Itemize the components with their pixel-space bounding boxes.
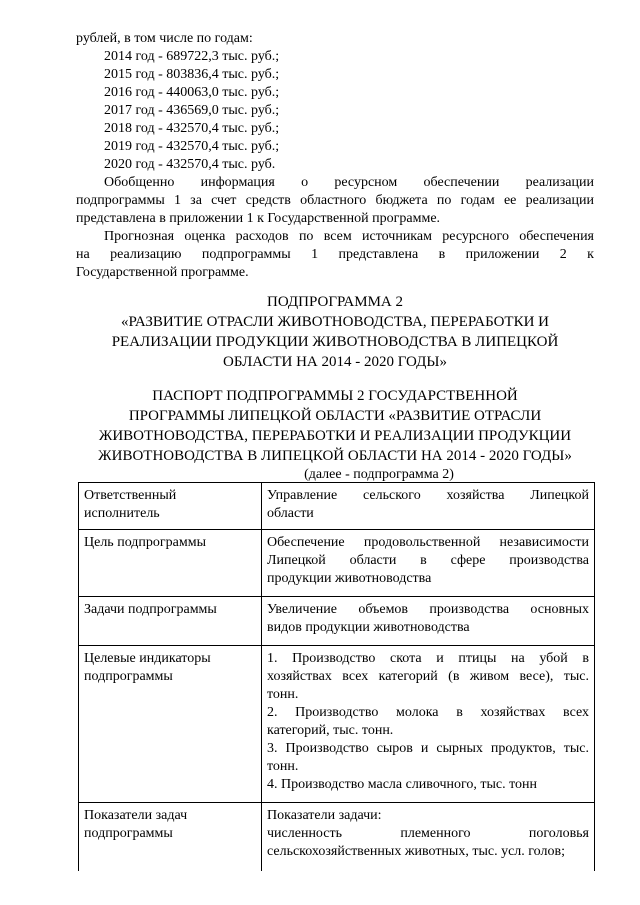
year-line: 2018 год - 432570,4 тыс. руб.; (104, 121, 280, 136)
table-row (79, 597, 595, 646)
row-label: Ответственный исполнитель (79, 483, 262, 530)
row-value: Показатели задачи: численность племенного поголовья сельскохозяйственных животных, тыс. усл. голов; (262, 803, 595, 872)
paragraph-line: Прогнозная оценка расходов по всем источникам ресурсного обеспечения (104, 229, 594, 244)
row-value: Управление сельского хозяйства Липецкой области (262, 483, 595, 530)
year-line: 2020 год - 432570,4 тыс. руб. (104, 157, 276, 172)
row-label: Показатели задач подпрограммы (79, 803, 262, 872)
intro-line: рублей, в том числе по годам: (76, 31, 253, 46)
row-label: Цель подпрограммы (79, 530, 262, 597)
year-line: 2019 год - 432570,4 тыс. руб.; (104, 139, 280, 154)
row-value: Увеличение объемов производства основных видов продукции животноводства (262, 597, 595, 646)
passport-subheading: (далее - подпрограмма 2) (304, 467, 454, 482)
passport-heading: ПАСПОРТ ПОДПРОГРАММЫ 2 ГОСУДАРСТВЕННОЙ (152, 388, 518, 404)
passport-heading: ПРОГРАММЫ ЛИПЕЦКОЙ ОБЛАСТИ «РАЗВИТИЕ ОТРАСЛИ (128, 408, 542, 424)
table-row (79, 803, 595, 872)
passport-heading: ЖИВОТНОВОДСТВА В ЛИПЕЦКОЙ ОБЛАСТИ НА 2014 - 2020 ГОДЫ» (98, 448, 572, 464)
year-line: 2016 год - 440063,0 тыс. руб.; (104, 85, 280, 100)
row-value: 1. Производство скота и птицы на убой в хозяйствах всех категорий (в живом весе), тыс. тонн. 2. Производство молока в хозяйствах всех категорий, тыс. тонн. 3. Производство сыров и сырных продуктов, тыс. тонн. 4. Производство масла сливочного, тыс. тонн (262, 646, 595, 803)
row-value: Обеспечение продовольственной независимости Липецкой области в сфере производства продукции животноводства (262, 530, 595, 597)
year-line: 2017 год - 436569,0 тыс. руб.; (104, 103, 280, 118)
passport-table (78, 482, 595, 871)
paragraph-line: подпрограммы 1 за счет средств областного бюджета по годам ее реализации (76, 193, 594, 208)
table-row (79, 530, 595, 597)
paragraph-line: Обобщенно информация о ресурсном обеспечении реализации (104, 175, 594, 190)
table-row (79, 483, 595, 530)
subprogram-heading: РЕАЛИЗАЦИИ ПРОДУКЦИИ ЖИВОТНОВОДСТВА В ЛИПЕЦКОЙ (111, 334, 559, 350)
subprogram-heading: «РАЗВИТИЕ ОТРАСЛИ ЖИВОТНОВОДСТВА, ПЕРЕРАБОТКИ И (120, 314, 550, 330)
paragraph-line: на реализацию подпрограммы 1 представлена в приложении 2 к (76, 247, 594, 262)
table-row (79, 646, 595, 803)
year-line: 2015 год - 803836,4 тыс. руб.; (104, 67, 280, 82)
subprogram-heading: ОБЛАСТИ НА 2014 - 2020 ГОДЫ» (223, 354, 447, 370)
subprogram-heading: ПОДПРОГРАММА 2 (266, 294, 404, 310)
paragraph-line: представлена в приложении 1 к Государственной программе. (76, 211, 441, 226)
paragraph-line: Государственной программе. (76, 265, 249, 280)
row-label: Задачи подпрограммы (79, 597, 262, 646)
passport-heading: ЖИВОТНОВОДСТВА, ПЕРЕРАБОТКИ И РЕАЛИЗАЦИИ ПРОДУКЦИИ (98, 428, 572, 444)
year-line: 2014 год - 689722,3 тыс. руб.; (104, 49, 280, 64)
row-label: Целевые индикаторы подпрограммы (79, 646, 262, 803)
